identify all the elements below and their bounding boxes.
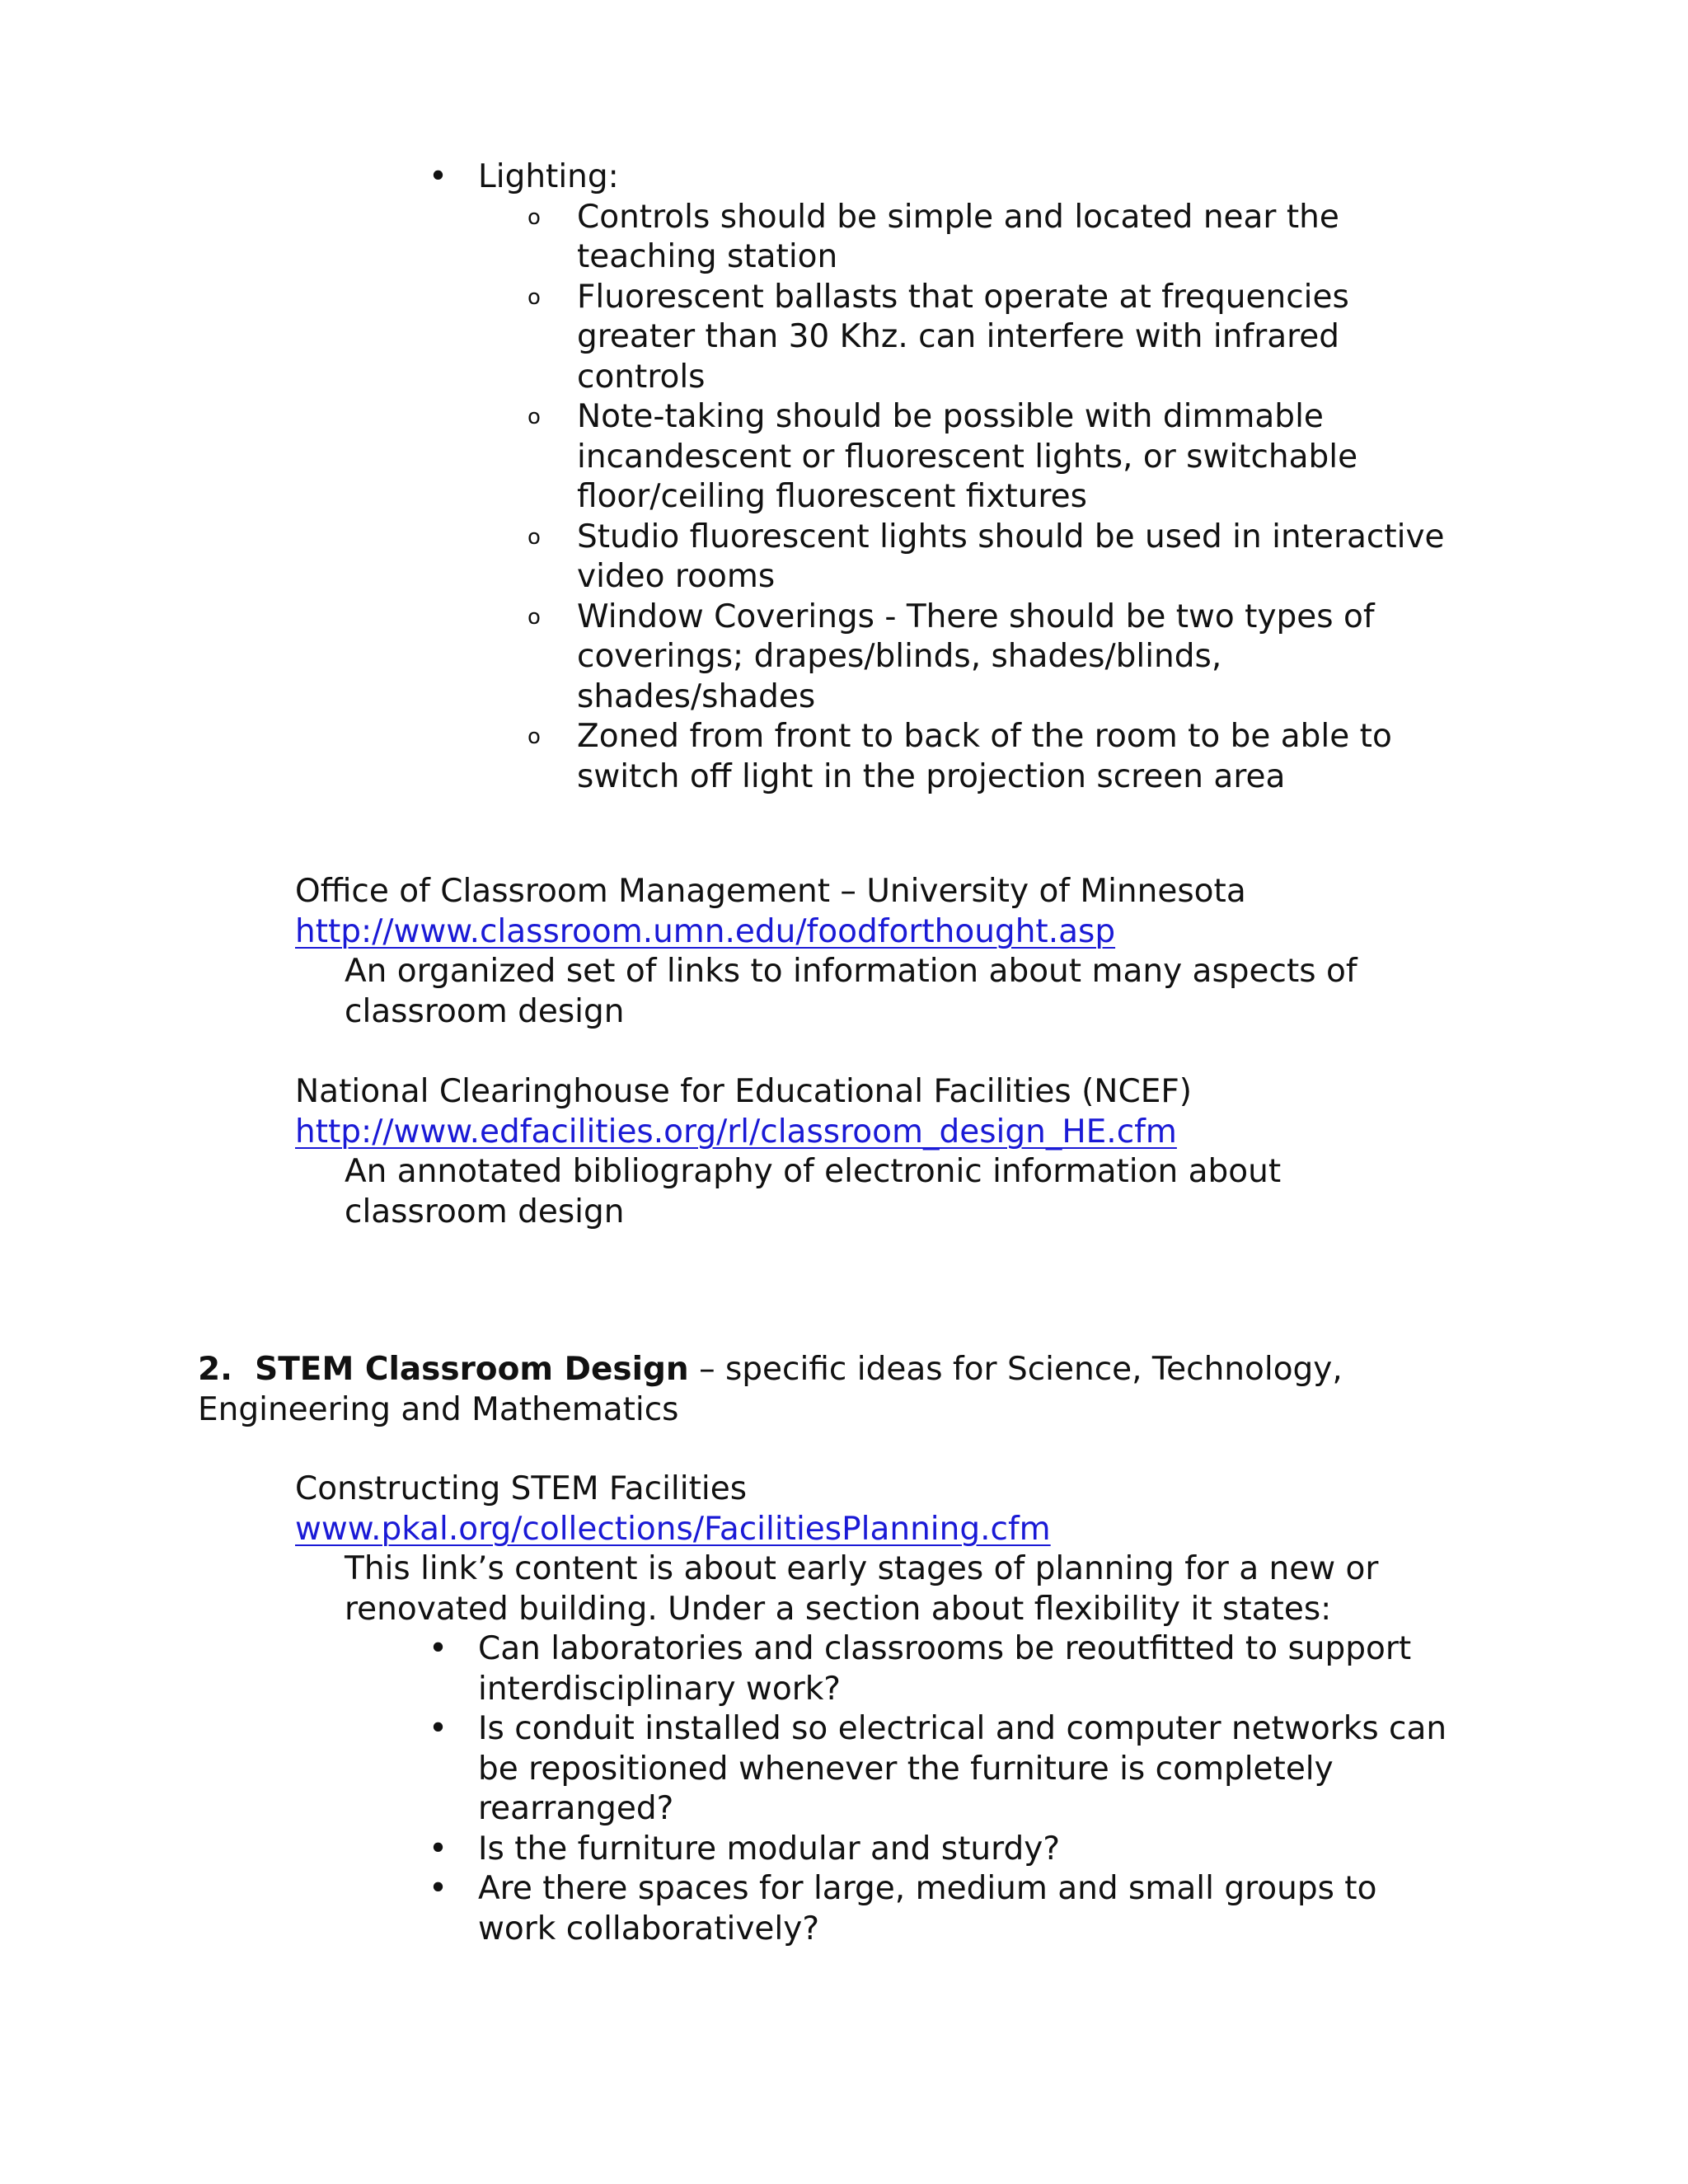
lighting-sub-item	[528, 518, 1525, 598]
sub-bullet-icon: o	[528, 204, 541, 230]
bullet-icon: •	[429, 158, 448, 195]
reference-entry	[295, 1072, 1531, 1232]
lighting-sub-item	[528, 278, 1525, 398]
sub-bullet-icon: o	[528, 284, 541, 310]
section-title: STEM Classroom Design	[255, 1351, 689, 1388]
section-number: 2.	[198, 1351, 232, 1388]
list-item	[429, 1869, 1500, 1949]
bullet-icon: •	[429, 1710, 448, 1747]
list-item-text: Is conduit installed so electrical and computer networks can be repositioned whenever the furniture is completely rearranged?	[478, 1710, 1447, 1827]
lighting-sub-item	[528, 397, 1525, 518]
reference-link[interactable]: http://www.edfacilities.org/rl/classroom_design_HE.cfm	[295, 1113, 1177, 1151]
reference-title: National Clearinghouse for Educational Facilities (NCEF)	[295, 1073, 1192, 1110]
reference-description: An annotated bibliography of electronic information about classroom design	[345, 1153, 1282, 1230]
reference-description: This link’s content is about early stages of planning for a new or renovated building. Under a section about flexibility it states:	[345, 1550, 1379, 1628]
lighting-sub-item-text: Studio fluorescent lights should be used in interactive video rooms	[577, 518, 1445, 595]
reference-title: Office of Classroom Management – University of Minnesota	[295, 873, 1246, 910]
list-item-text: Are there spaces for large, medium and small groups to work collaboratively?	[478, 1870, 1377, 1947]
lighting-bullet	[429, 157, 1500, 198]
reference-title: Constructing STEM Facilities	[295, 1470, 748, 1507]
lighting-section	[429, 157, 1500, 797]
bullet-icon: •	[429, 1830, 448, 1868]
lighting-sub-item-text: Zoned from front to back of the room to be able to switch off light in the projection screen area	[577, 718, 1392, 795]
bullet-icon: •	[429, 1870, 448, 1907]
reference-link[interactable]: www.pkal.org/collections/FacilitiesPlanning.cfm	[295, 1510, 1051, 1548]
list-item	[429, 1830, 1500, 1870]
list-item	[429, 1629, 1500, 1709]
lighting-sub-item-text: Fluorescent ballasts that operate at frequencies greater than 30 Khz. can interfere with infrared controls	[577, 278, 1349, 396]
list-item-text: Can laboratories and classrooms be reoutfitted to support interdisciplinary work?	[478, 1630, 1412, 1708]
section-subtitle: – specific ideas for Science, Technology, Engineering and Mathematics	[198, 1351, 1343, 1428]
sub-bullet-icon: o	[528, 405, 541, 429]
reference-link[interactable]: http://www.classroom.umn.edu/foodforthought.asp	[295, 912, 1116, 950]
bullet-icon: •	[429, 1630, 448, 1667]
stem-question-list	[429, 1629, 1500, 1949]
reference-description: An organized set of links to information about many aspects of classroom design	[345, 953, 1357, 1030]
lighting-sub-item-text: Controls should be simple and located near the teaching station	[577, 198, 1339, 275]
list-item	[429, 1709, 1500, 1830]
lighting-sub-item	[528, 717, 1525, 797]
sub-bullet-icon: o	[528, 604, 541, 630]
sub-bullet-icon: o	[528, 524, 541, 550]
stem-reference-entry	[295, 1469, 1531, 1949]
lighting-sub-item-text: Note-taking should be possible with dimmable incandescent or fluorescent lights, or switchable floor/ceiling fluorescent fixtures	[577, 398, 1358, 515]
lighting-sub-list	[528, 198, 1500, 798]
section-heading	[198, 1350, 1550, 1430]
lighting-sub-item	[528, 198, 1525, 278]
lighting-sub-item-text: Window Coverings - There should be two types of coverings; drapes/blinds, shades/blinds, shades/shades	[577, 598, 1375, 715]
reference-entry	[295, 872, 1531, 1032]
sub-bullet-icon: o	[528, 724, 541, 749]
lighting-label: Lighting:	[478, 158, 619, 195]
lighting-sub-item	[528, 598, 1525, 718]
list-item-text: Is the furniture modular and sturdy?	[478, 1830, 1061, 1868]
